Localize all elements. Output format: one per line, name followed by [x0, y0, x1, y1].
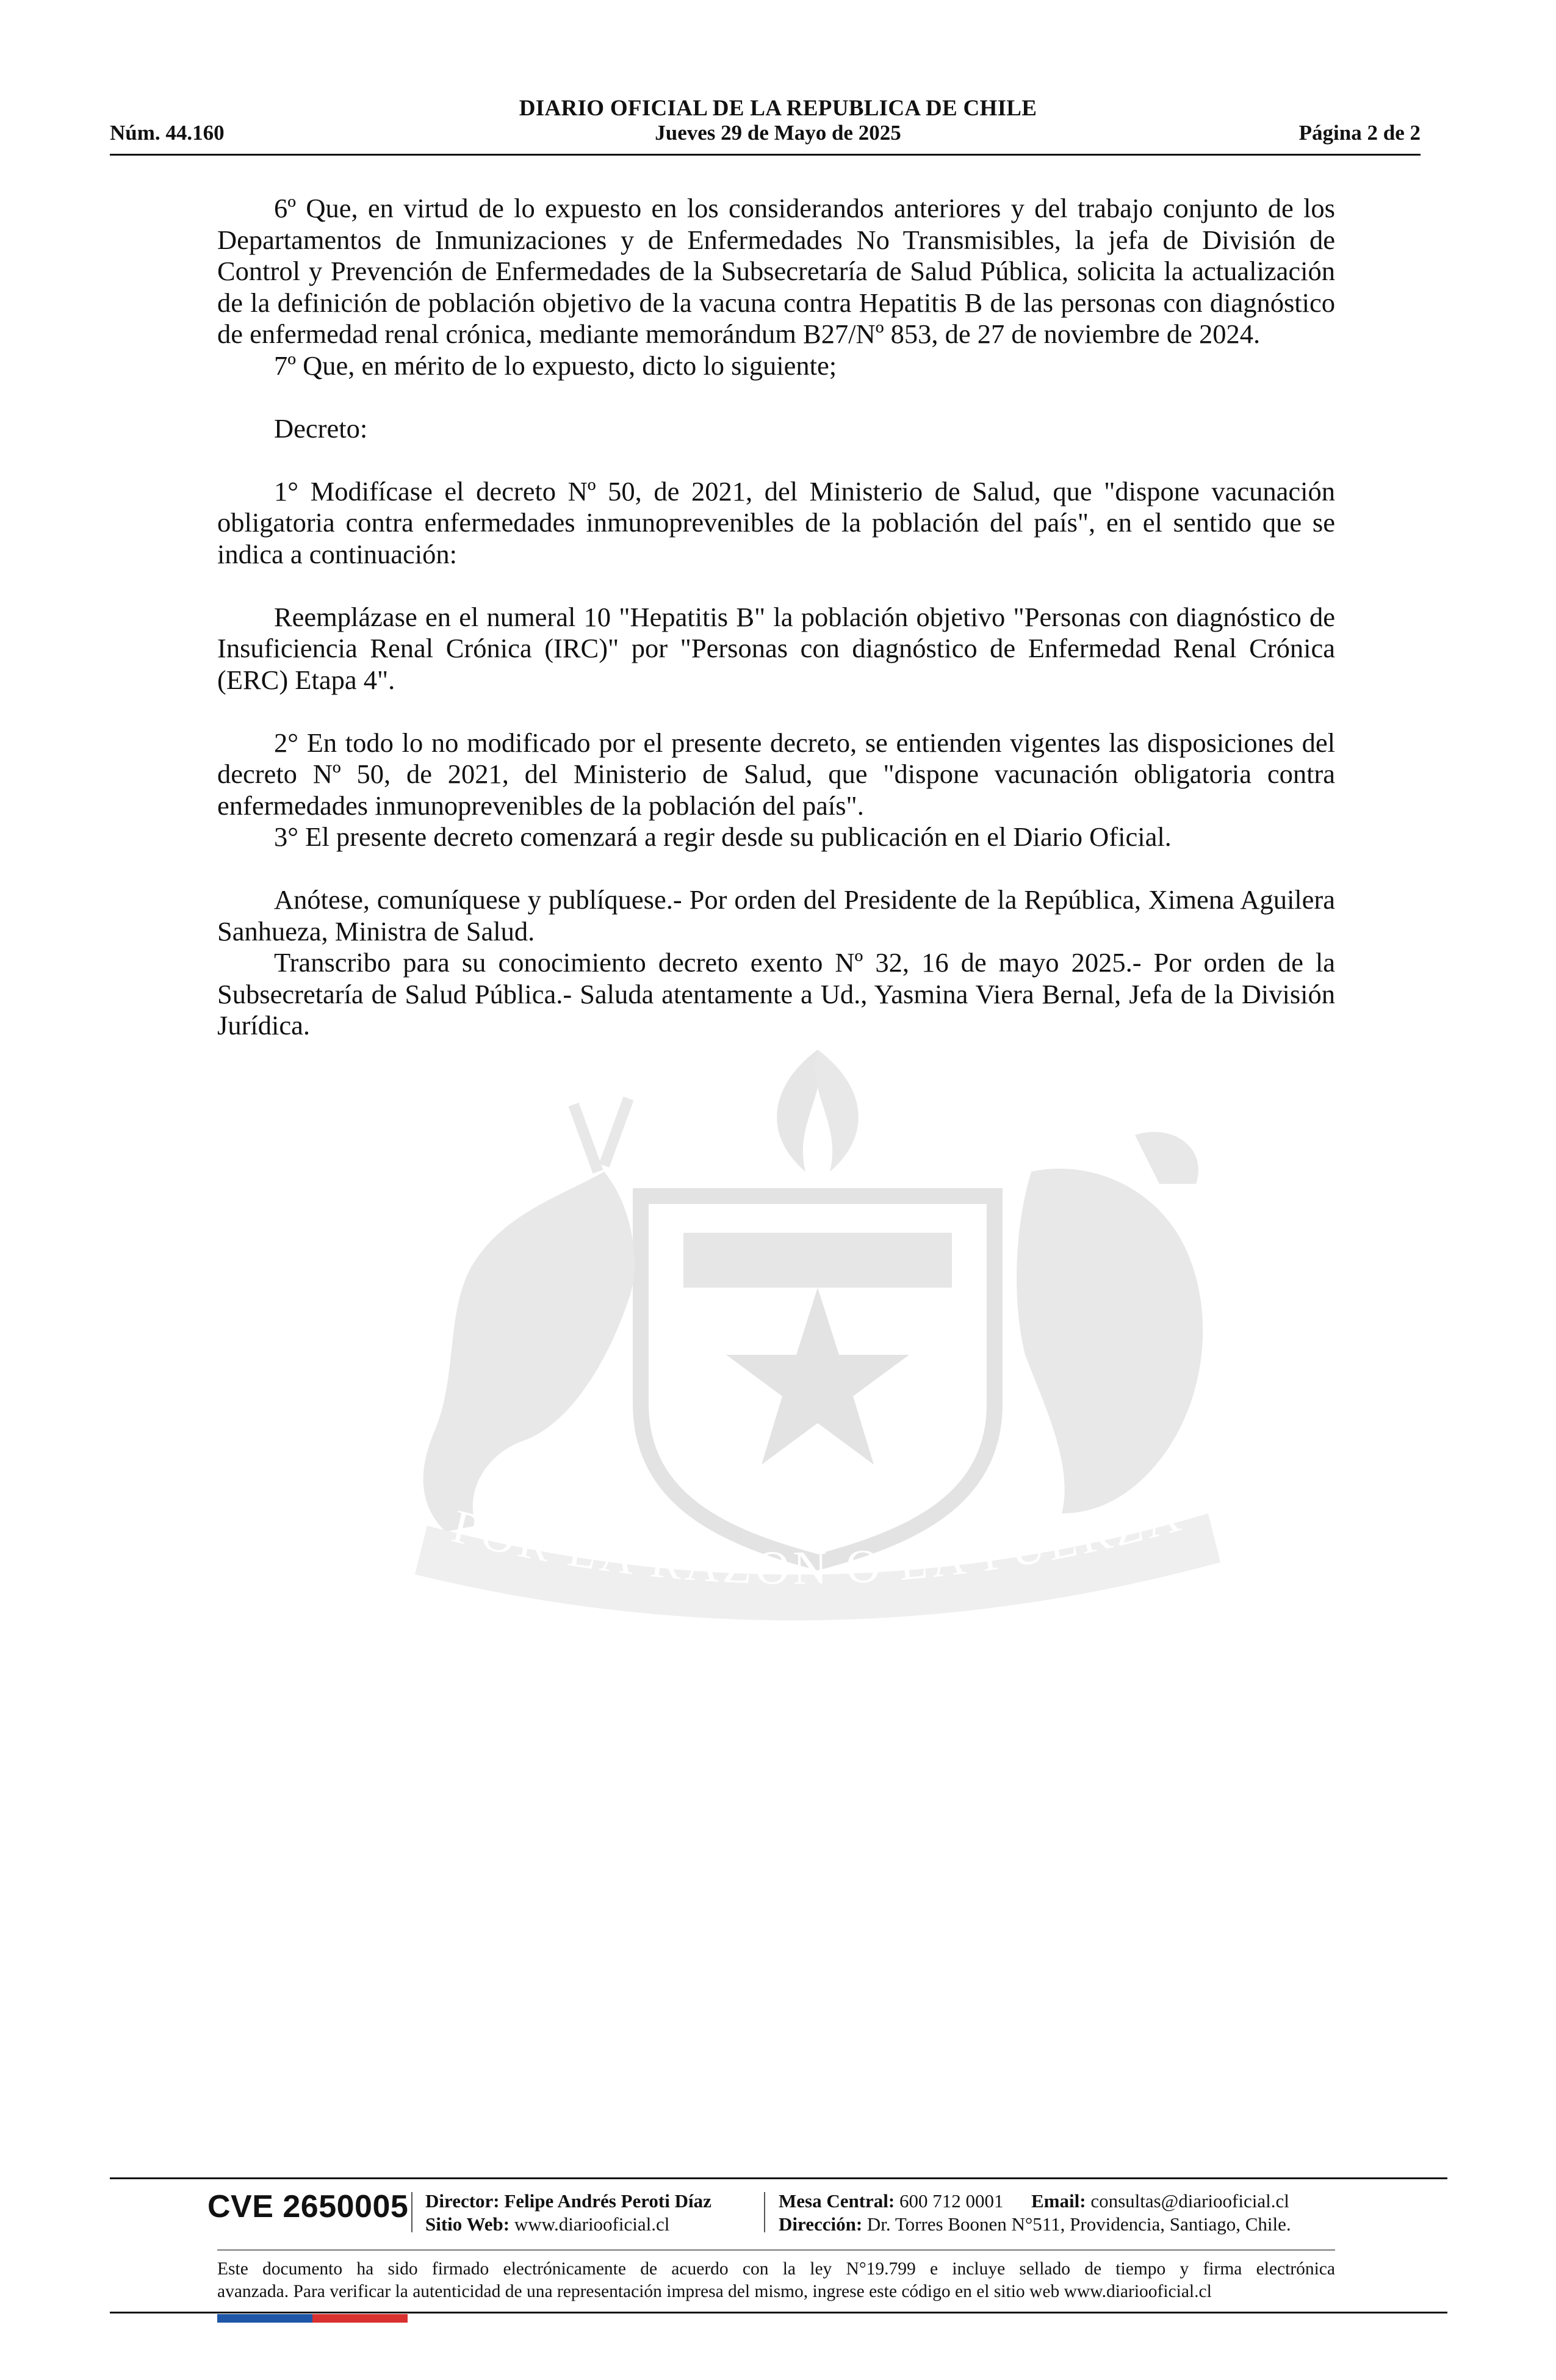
decree-heading: Decreto:: [274, 413, 368, 444]
issue-date: Jueves 29 de Mayo de 2025: [655, 121, 901, 145]
address-label: Dirección:: [779, 2213, 863, 2235]
email-label: Email:: [1031, 2190, 1086, 2212]
newspaper-title: DIARIO OFICIAL DE LA REPUBLICA DE CHILE: [519, 96, 1037, 121]
website-label: Sitio Web:: [425, 2213, 510, 2235]
decree-body: [217, 193, 1335, 1042]
footer-separator: [411, 2192, 412, 2232]
paragraph-article-2: 2° En todo lo no modificado por el presente decreto, se entienden vigentes las disposiciones del decreto Nº 50, de 2021, del Ministerio de Salud, que "dispone vacunación obligatoria contra enfermedades inmunoprevenibles de la población del país".: [217, 727, 1335, 821]
address-text: Dr. Torres Boonen N°511, Providencia, Santiago, Chile.: [866, 2213, 1291, 2235]
issue-number: Núm. 44.160: [110, 121, 225, 145]
paragraph-article-3: 3° El presente decreto comenzará a regir desde su publicación en el Diario Oficial.: [274, 821, 1172, 852]
paragraph-considerando-6: 6º Que, en virtud de lo expuesto en los considerandos anteriores y del trabajo conjunto de los Departamentos de Inmunizaciones y de Enfermedades No Transmisibles, la jefa de División de Control y Prevención de Enfermedades de la Subsecretaría de Salud Pública, solicita la actualización de la definición de población objetivo de la vacuna contra Hepatitis B de las personas con diagnóstico de enfermedad renal crónica, mediante memorándum B27/Nº 853, de 27 de noviembre de 2024.: [217, 193, 1335, 349]
paragraph-signature: Anótese, comuníquese y publíquese.- Por orden del Presidente de la República, Ximena Aguilera Sanhueza, Ministra de Salud.: [217, 884, 1335, 947]
director-label: Director:: [425, 2190, 500, 2212]
footer-divider-top: [110, 2177, 1447, 2179]
legal-line-2: avanzada. Para verificar la autenticidad de una representación impresa del mismo, ingrese este código en el sitio web www.diariooficial.cl: [217, 2282, 1212, 2301]
email-link[interactable]: consultas@diariooficial.cl: [1090, 2190, 1289, 2212]
paragraph-replacement: Reemplázase en el numeral 10 "Hepatitis B" la población objetivo "Personas con diagnóstico de Insuficiencia Renal Crónica (IRC)" por "Personas con diagnóstico de Enfermedad Renal Crónica (ERC) Etapa 4".: [217, 601, 1335, 695]
director-name: Felipe Andrés Peroti Díaz: [504, 2190, 711, 2212]
footer-separator: [764, 2192, 765, 2232]
phone-label: Mesa Central:: [779, 2190, 895, 2212]
paragraph-considerando-7: 7º Que, en mérito de lo expuesto, dicto lo siguiente;: [274, 350, 837, 381]
flag-stripe-red: [312, 2314, 408, 2323]
chile-coat-of-arms-icon: [342, 1013, 1294, 1660]
header-divider: [110, 154, 1421, 156]
page-indicator: Página 2 de 2: [1298, 121, 1421, 145]
cve-code: CVE 2650005: [207, 2189, 409, 2224]
flag-stripe-blue: [217, 2314, 312, 2323]
svg-text:POR LA RAZON O LA FUERZA: [447, 1487, 1189, 1594]
paragraph-article-1: 1° Modifícase el decreto Nº 50, de 2021, del Ministerio de Salud, que "dispone vacunación obligatoria contra enfermedades inmunoprevenibles de la población del país", en el sentido que se indica a continuación:: [217, 475, 1335, 569]
paragraph-transcription: Transcribo para su conocimiento decreto exento Nº 32, 16 de mayo 2025.- Por orden de la Subsecretaría de Salud Pública.- Saluda atentamente a Ud., Yasmina Viera Bernal, Jefa de la División Jurídica.: [217, 947, 1335, 1040]
electronic-signature-notice: [217, 2258, 1335, 2303]
website-link[interactable]: www.diariooficial.cl: [514, 2213, 670, 2235]
phone-number: 600 712 0001: [899, 2190, 1004, 2212]
footer-divider-bottom: [110, 2312, 1447, 2313]
footer-divider-middle: [217, 2249, 1335, 2251]
footer-contact-block: [779, 2190, 1291, 2236]
footer-director-block: [425, 2190, 711, 2236]
legal-line-1: Este documento ha sido firmado electrónicamente de acuerdo con la ley N°19.799 e incluye sellado de tiempo y firma electrónica: [217, 2259, 1335, 2279]
watermark-motto: POR LA RAZON O LA FUERZA: [447, 1487, 1189, 1595]
